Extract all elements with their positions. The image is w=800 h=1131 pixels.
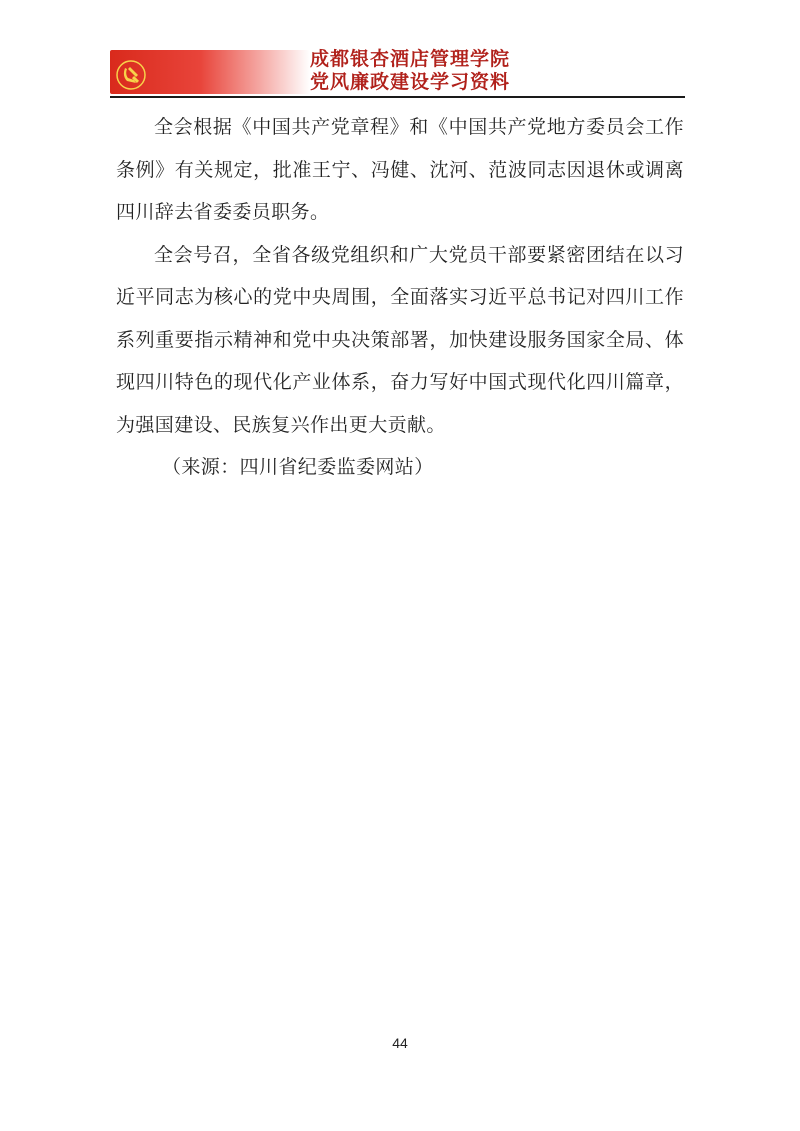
header-banner (110, 50, 310, 94)
header-titles (310, 48, 510, 94)
body-paragraph: 全会号召，全省各级党组织和广大党员干部要紧密团结在以习近平同志为核心的党中央周围，全面落实习近平总书记对四川工作系列重要指示精神和党中央决策部署，加快建设服务国家全局、体现四川特色的现代化产业体系，奋力写好中国式现代化四川篇章，为强国建设、民族复兴作出更大贡献。 (116, 243, 684, 436)
document-body (116, 106, 684, 489)
page-header (110, 48, 685, 100)
source-note: （来源：四川省纪委监委网站） (162, 456, 434, 478)
header-divider (110, 96, 685, 98)
body-paragraph: 全会根据《中国共产党章程》和《中国共产党地方委员会工作条例》有关规定，批准王宁、冯健、沈河、范波同志因退休或调离四川辞去省委委员职务。 (116, 116, 684, 223)
party-emblem-icon (116, 60, 146, 90)
page-number: 44 (392, 1035, 408, 1051)
header-title-line2: 党风廉政建设学习资料 (310, 71, 511, 93)
header-title-line1: 成都银杏酒店管理学院 (310, 48, 511, 70)
